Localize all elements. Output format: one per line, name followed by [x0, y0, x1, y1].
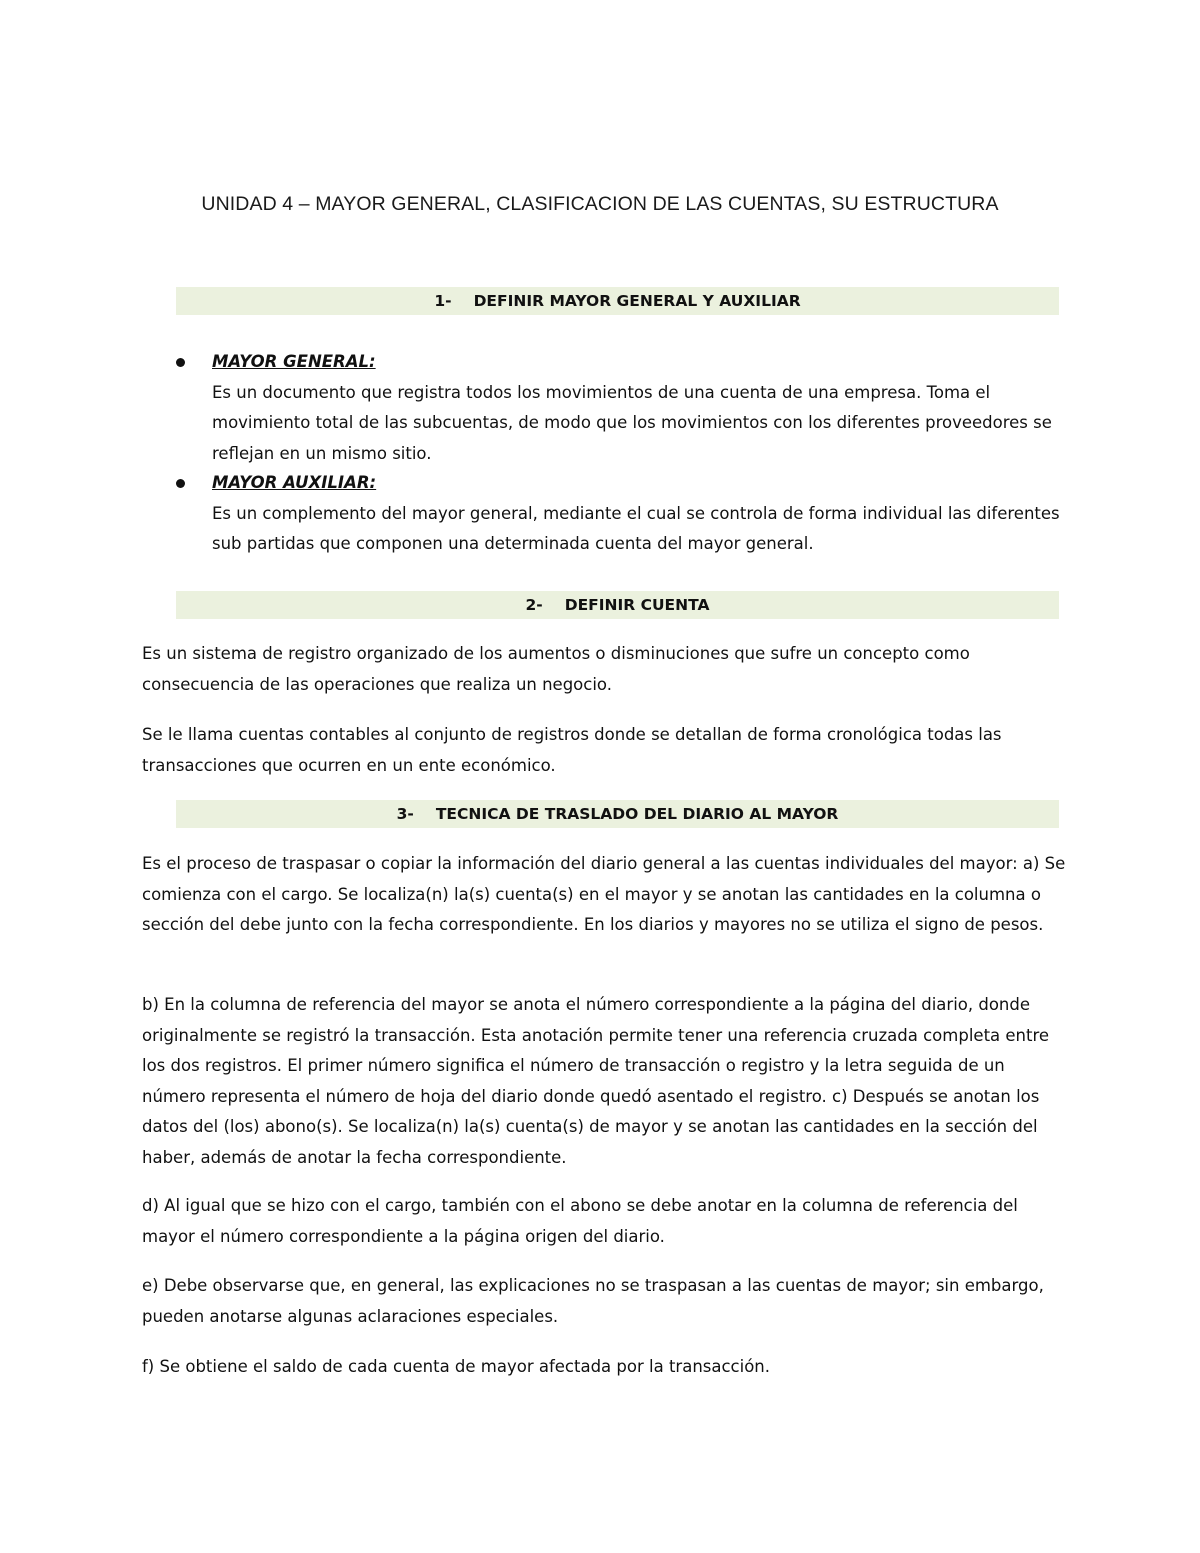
definition-mayor-general: Es un documento que registra todos los movimientos de una cuenta de una empresa. Toma el movimiento total de las subcuentas, de modo que los movimientos con los diferentes proveedores se reflejan en un mismo sitio. — [212, 382, 1052, 463]
bullet-icon — [176, 479, 185, 488]
section-3-number: 3- — [396, 805, 414, 823]
paragraph: Es un sistema de registro organizado de los aumentos o disminuciones que sufre un concepto como consecuencia de las operaciones que realiza un negocio. — [142, 644, 970, 694]
section-2-heading — [176, 591, 1059, 619]
list-item-mayor-general — [212, 347, 1072, 469]
bullet-icon — [176, 358, 185, 367]
definition-mayor-auxiliar: Es un complemento del mayor general, mediante el cual se controla de forma individual las diferentes sub partidas que componen una determinada cuenta del mayor general. — [212, 503, 1060, 553]
section-1-title: DEFINIR MAYOR GENERAL Y AUXILIAR — [473, 292, 801, 310]
section-3-title: TECNICA DE TRASLADO DEL DIARIO AL MAYOR — [435, 805, 839, 823]
term-mayor-general: MAYOR GENERAL: — [212, 352, 376, 371]
list-item-mayor-auxiliar — [212, 468, 1072, 560]
paragraph: b) En la columna de referencia del mayor se anota el número correspondiente a la página del diario, donde originalmente se registró la transacción. Esta anotación permite tener una referencia cruzada completa entre los dos registros. El primer número significa el número de transacción o registro y la letra seguida de un número representa el número de hoja del diario donde quedó asentado el registro. c) Después se anotan los datos del (los) abono(s). Se localiza(n) la(s) cuenta(s) de mayor y se anotan las cantidades en la sección del haber, además de anotar la fecha correspondiente. — [142, 995, 1050, 1167]
section-2-number: 2- — [525, 596, 543, 614]
term-mayor-auxiliar: MAYOR AUXILIAR: — [212, 473, 377, 492]
section-3-heading — [176, 800, 1059, 828]
paragraph: e) Debe observarse que, en general, las explicaciones no se traspasan a las cuentas de mayor; sin embargo, pueden anotarse algunas aclaraciones especiales. — [142, 1276, 1044, 1326]
paragraph: f) Se obtiene el saldo de cada cuenta de mayor afectada por la transacción. — [142, 1357, 771, 1376]
section-2-title: DEFINIR CUENTA — [564, 596, 710, 614]
paragraph: Es el proceso de traspasar o copiar la información del diario general a las cuentas individuales del mayor: a) Se comienza con el cargo. Se localiza(n) la(s) cuenta(s) en el mayor y se anotan las cantidades en la columna o sección del debe junto con la fecha correspondiente. En los diarios y mayores no se utiliza el signo de pesos. — [142, 854, 1066, 934]
section-1-number: 1- — [434, 292, 452, 310]
paragraph: d) Al igual que se hizo con el cargo, también con el abono se debe anotar en la columna de referencia del mayor el número correspondiente a la página origen del diario. — [142, 1196, 1018, 1246]
paragraph: Se le llama cuentas contables al conjunto de registros donde se detallan de forma cronológica todas las transacciones que ocurren en un ente económico. — [142, 725, 1002, 775]
section-1-heading — [176, 287, 1059, 315]
page-title: UNIDAD 4 – MAYOR GENERAL, CLASIFICACION DE LAS CUENTAS, SU ESTRUCTURA — [201, 193, 999, 215]
